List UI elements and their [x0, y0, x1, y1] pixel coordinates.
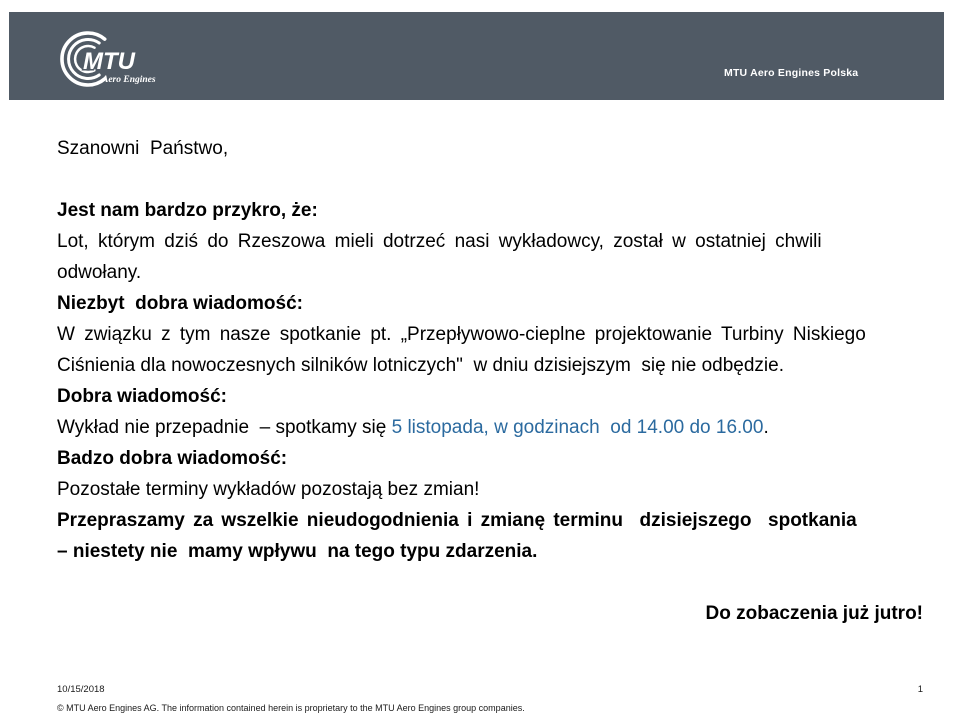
notgood-heading: Niezbyt dobra wiadomość:	[57, 293, 303, 314]
notgood-line-2: Ciśnienia dla nowoczesnych silników lotniczych" w dniu dzisiejszym się nie odbędzie.	[57, 355, 784, 376]
sorry-line-1: Lot, którym dziś do Rzeszowa mieli dotrzeć nasi wykładowcy, został w ostatniej chwili	[57, 231, 822, 252]
slide-body	[57, 133, 923, 629]
closing-text: Do zobaczenia już jutro!	[705, 603, 923, 624]
mtu-logo-icon	[58, 28, 183, 92]
good-news-pre: Wykład nie przepadnie – spotkamy się	[57, 417, 392, 438]
good-news-period: .	[763, 417, 769, 438]
unchanged-terms-line: Pozostałe terminy wykładów pozostają bez zmian!	[57, 479, 480, 500]
sorry-heading: Jest nam bardzo przykro, że:	[57, 200, 318, 221]
footer-date: 10/15/2018	[57, 684, 105, 695]
apology-line-2: – niestety nie mamy wpływu na tego typu zdarzenia.	[57, 541, 538, 562]
greeting-text: Szanowni Państwo,	[57, 138, 229, 159]
spacer	[57, 567, 923, 598]
mtu-logo	[58, 28, 183, 92]
header-company-block	[724, 42, 890, 142]
spacer	[57, 164, 923, 195]
header-bar	[9, 12, 944, 117]
good-heading: Dobra wiadomość:	[57, 386, 227, 407]
verygood-heading: Badzo dobra wiadomość:	[57, 448, 288, 469]
sorry-line-2: odwołany.	[57, 262, 142, 283]
footer-page-number: 1	[917, 684, 923, 695]
notgood-line-1: W związku z tym nasze spotkanie pt. „Przepływowo-cieplne projektowanie Turbiny Niskiego	[57, 324, 866, 345]
logo-brand-text: MTU	[83, 48, 135, 75]
apology-line-1: Przepraszamy za wszelkie nieudogodnienia i zmianę terminu dzisiejszego spotkania	[57, 510, 857, 531]
good-news-line	[57, 412, 923, 443]
logo-tagline-text: Aero Engines	[102, 75, 156, 85]
good-news-date-highlight: 5 listopada, w godzinach od 14.00 do 16.00	[391, 417, 764, 438]
company-subtitle: An MTU Aero Engines Company	[724, 104, 891, 117]
company-name: MTU Aero Engines Polska	[724, 67, 859, 79]
footer-copyright: © MTU Aero Engines AG. The information contained herein is proprietary to the MTU Aero Engines group companies.	[57, 703, 525, 713]
